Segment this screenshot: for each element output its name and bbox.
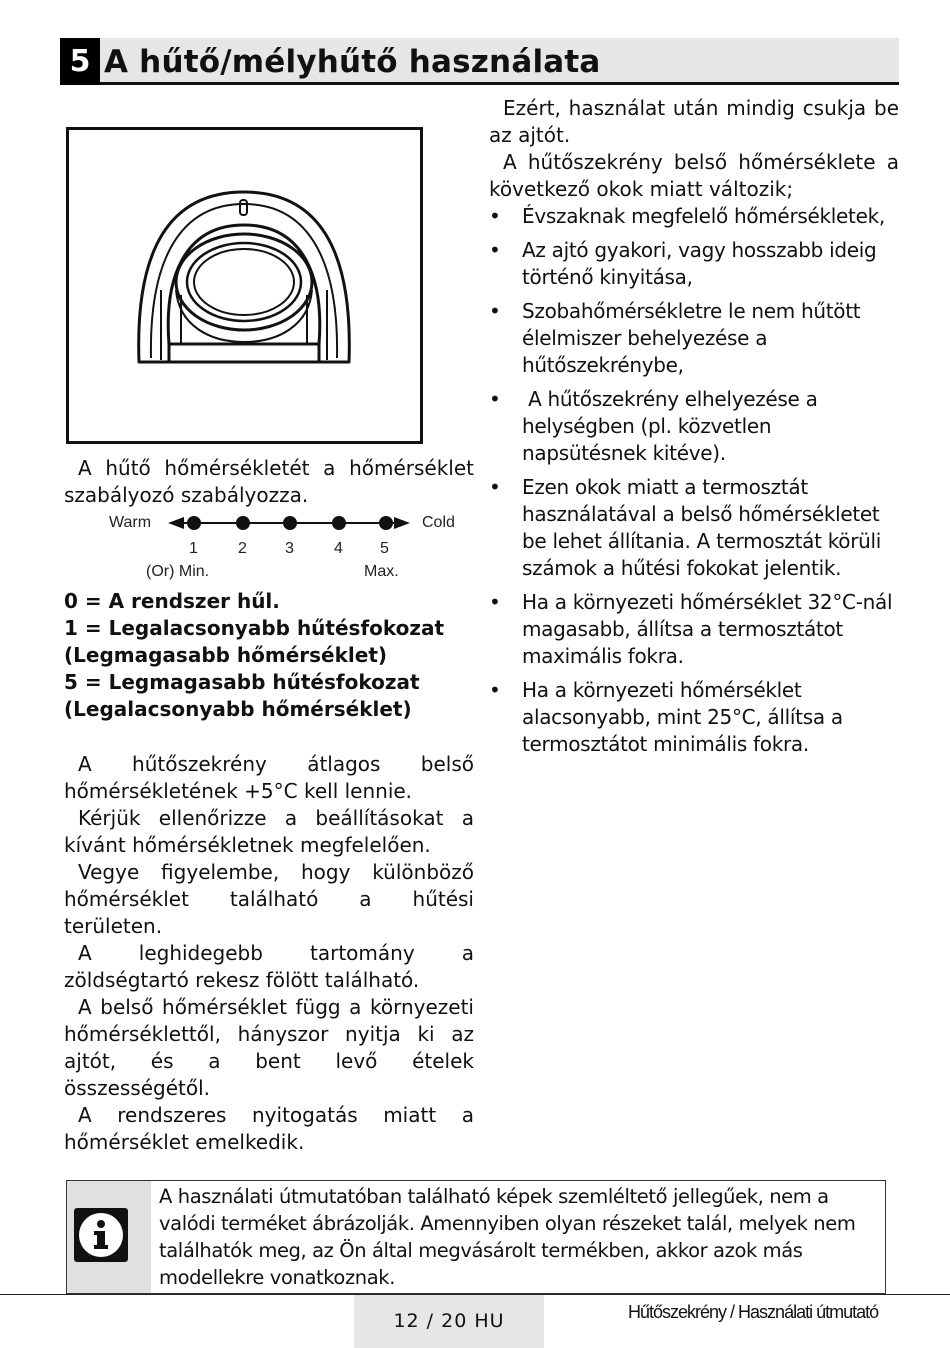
info-note-text: A használati útmutatóban található képek szemléltető jellegűek, nem a valódi terméket ábrázolják. Amennyiben olyan részeket talál, melyek nem találhatók meg, az Ön által megvásárolt termékben, akkor azok más modellekre vonatkoznak. — [159, 1185, 856, 1289]
list-item: • Ha a környezeti hőmérséklet 32°C-nál magasabb, állítsa a termosztátot maximális fokra. — [489, 589, 899, 670]
paragraph-text: A hűtőszekrény belső hőmérséklete a következő okok miatt változik; — [489, 150, 899, 201]
scale-tick-2: 2 — [238, 540, 247, 557]
scale-dot-3 — [283, 516, 297, 530]
temperature-scale — [104, 508, 464, 584]
right-column — [489, 95, 899, 765]
section-title: A hűtő/mélyhűtő használata — [104, 44, 601, 80]
list-item: • Ezen okok miatt a termosztát használatával a belső hőmérsékletet be lehet állítania. A termosztát körüli számok a hűtési fokokat jelentik. — [489, 474, 899, 582]
legend-line: (Legalacsonyabb hőmérséklet) — [64, 697, 412, 721]
footer-title: Hűtőszekrény / Használati útmutató — [628, 1302, 879, 1322]
paragraph-text: A rendszeres nyitogatás miatt a hőmérséklet emelkedik. — [64, 1103, 474, 1154]
list-item: • Szobahőmérsékletre le nem hűtött élelmiszer behelyezése a hűtőszekrénybe, — [489, 298, 899, 379]
scale-dot-5 — [379, 516, 393, 530]
scale-tick-4: 4 — [334, 540, 343, 557]
scale-dot-1 — [187, 516, 201, 530]
scale-tick-1: 1 — [189, 540, 198, 557]
scale-min-label: (Or) Min. — [146, 563, 210, 580]
section-number: 5 — [60, 38, 100, 85]
paragraph — [64, 994, 474, 1102]
intro-paragraph — [64, 455, 474, 509]
paragraph-text: Kérjük ellenőrizze a beállításokat a kívánt hőmérsékletnek megfelelően. — [64, 806, 474, 857]
legend-line: 5 = Legmagasabb hűtésfokozat — [64, 670, 420, 694]
legend-line: (Legmagasabb hőmérséklet) — [64, 643, 388, 667]
scale-arrow-left-icon — [168, 517, 184, 529]
scale-max-label: Max. — [364, 563, 399, 580]
scale-cold-label: Cold — [422, 514, 455, 531]
thermostat-illustration — [66, 127, 423, 444]
scale-tick-5: 5 — [380, 540, 389, 557]
paragraph — [64, 805, 474, 859]
legend-line: 0 = A rendszer hűl. — [64, 589, 280, 613]
paragraph-text: Ezért, használat után mindig csukja be az ajtót. — [489, 96, 899, 147]
list-item: • Ha a környezeti hőmérséklet alacsonyabb, mint 25°C, állítsa a termosztátot minimális fokra. — [489, 677, 899, 758]
list-item: • A hűtőszekrény elhelyezése a helységben (pl. közvetlen napsütésnek kitéve). — [489, 386, 899, 467]
paragraph — [489, 149, 899, 203]
left-column — [64, 455, 474, 509]
paragraph-text: A leghidegebb tartomány a zöldségtartó rekesz fölött található. — [64, 941, 474, 992]
info-icon — [74, 1208, 128, 1262]
paragraph-text: A belső hőmérséklet függ a környezeti hőmérséklettől, hányszor nyitja ki az ajtót, és a bent levő ételek összességétől. — [64, 995, 474, 1100]
paragraph — [489, 95, 899, 149]
scale-dot-2 — [236, 516, 250, 530]
thermostat-legend — [64, 588, 484, 723]
info-note-box — [66, 1180, 886, 1294]
paragraph — [64, 859, 474, 940]
paragraph-text: A hűtőszekrény átlagos belső hőmérsékletének +5°C kell lennie. — [64, 752, 474, 803]
paragraph — [64, 751, 474, 805]
paragraph-text: Vegye figyelembe, hogy különböző hőmérséklet található a hűtési területen. — [64, 860, 474, 938]
left-paragraphs — [64, 751, 474, 1156]
scale-tick-3: 3 — [285, 540, 294, 557]
intro-text: A hűtő hőmérsékletét a hőmérséklet szabályozó szabályozza. — [64, 456, 474, 507]
thermostat-knob-drawing — [69, 130, 420, 441]
bullet-list — [489, 203, 899, 758]
scale-arrow-right-icon — [394, 517, 410, 529]
list-item: • Évszaknak megfelelő hőmérsékletek, — [489, 203, 899, 230]
paragraph — [64, 940, 474, 994]
list-item: • Az ajtó gyakori, vagy hosszabb ideig történő kinyitása, — [489, 237, 899, 291]
scale-warm-label: Warm — [109, 514, 152, 531]
scale-graphic — [104, 508, 464, 584]
paragraph — [64, 1102, 474, 1156]
scale-dot-4 — [332, 516, 346, 530]
legend-line: 1 = Legalacsonyabb hűtésfokozat — [64, 616, 445, 640]
page-number: 12 / 20 HU — [354, 1295, 544, 1348]
